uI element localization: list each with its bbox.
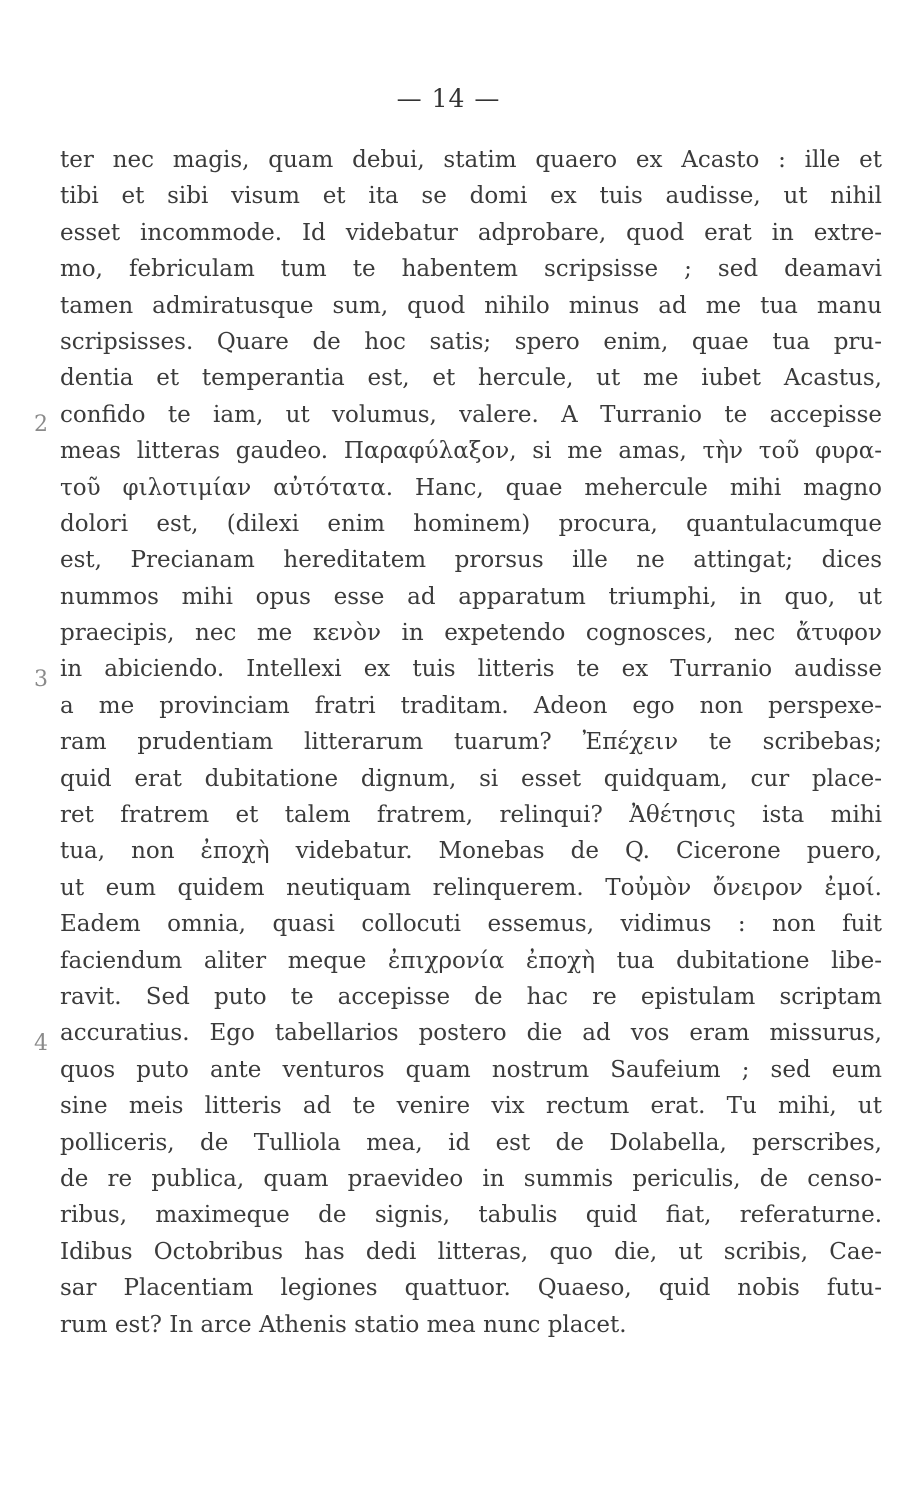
- text-line: sar Placentiam legiones quattuor. Quaeso, quid nobis futu-: [60, 1275, 882, 1302]
- text-line: ram prudentiam litterarum tuarum? Ἐπέχειν te scribebas;: [60, 729, 882, 756]
- text-line: ter nec magis, quam debui, statim quaero ex Acasto : ille et: [60, 147, 882, 173]
- text-line: de re publica, quam praevideo in summis periculis, de censo-: [60, 1165, 882, 1192]
- page-number: — 14 —: [396, 84, 501, 113]
- margin-section-number: 3: [34, 667, 48, 692]
- text-line: esset incommode. Id videbatur adprobare, quod erat in extre-: [60, 219, 882, 246]
- text-line: dentia et temperantia est, et hercule, ut me iubet Acastus,: [60, 365, 882, 392]
- text-line: quid erat dubitatione dignum, si esset quidquam, cur place-: [60, 765, 882, 792]
- text-line: scripsisses. Quare de hoc satis; spero enim, quae tua pru-: [60, 328, 882, 355]
- text-line: ret fratrem et talem fratrem, relinqui? Ἀθέτησις ista mihi: [60, 802, 882, 829]
- text-line: in abiciendo. Intellexi ex tuis litteris te ex Turranio audisse: [60, 656, 882, 683]
- text-line: faciendum aliter meque ἐπιχρονία ἐποχὴ tua dubitatione libe-: [60, 947, 882, 974]
- text-line: nummos mihi opus esse ad apparatum triumphi, in quo, ut: [60, 583, 882, 610]
- text-line: ravit. Sed puto te accepisse de hac re epistulam scriptam: [60, 983, 882, 1010]
- text-line: meas litteras gaudeo. Παραφύλαξον, si me amas, τὴν τοῦ φυρα-: [60, 438, 882, 465]
- margin-section-number: 2: [34, 412, 48, 437]
- text-line: polliceris, de Tulliola mea, id est de Dolabella, perscribes,: [60, 1129, 882, 1156]
- text-line: tua, non ἐποχὴ videbatur. Monebas de Q. Cicerone puero,: [60, 838, 882, 865]
- text-line: tamen admiratusque sum, quod nihilo minus ad me tua manu: [60, 292, 882, 319]
- text-line: mo, febriculam tum te habentem scripsisse ; sed deamavi: [60, 256, 882, 283]
- text-line: sine meis litteris ad te venire vix rectum erat. Tu mihi, ut: [60, 1093, 882, 1120]
- text-line: confido te iam, ut volumus, valere. A Turranio te accepisse: [60, 401, 882, 428]
- text-line: ribus, maximeque de signis, tabulis quid fiat, referaturne.: [60, 1202, 882, 1229]
- text-line: Eadem omnia, quasi collocuti essemus, vidimus : non fuit: [60, 911, 882, 938]
- text-line: dolori est, (dilexi enim hominem) procura, quantulacumque: [60, 510, 882, 537]
- text-line: tibi et sibi visum et ita se domi ex tuis audisse, ut nihil: [60, 183, 882, 210]
- text-line: quos puto ante venturos quam nostrum Saufeium ; sed eum: [60, 1056, 882, 1083]
- body-text: [60, 142, 882, 1343]
- margin-section-number: 4: [34, 1031, 48, 1056]
- text-line: Idibus Octobribus has dedi litteras, quo die, ut scribis, Cae-: [60, 1238, 882, 1265]
- text-line: praecipis, nec me κενὸν in expetendo cognosces, nec ἄτυφον: [60, 620, 882, 647]
- text-line: est, Precianam hereditatem prorsus ille ne attingat; dices: [60, 547, 882, 574]
- text-line: rum est? In arce Athenis statio mea nunc placet.: [60, 1311, 627, 1338]
- text-line: a me provinciam fratri traditam. Adeon ego non perspexe-: [60, 692, 882, 719]
- text-line: ut eum quidem neutiquam relinquerem. Τοὐμὸν ὄνειρον ἐμοί.: [60, 874, 882, 901]
- text-line: τοῦ φιλοτιμίαν αὐτότατα. Hanc, quae mehercule mihi magno: [60, 474, 882, 501]
- text-line: accuratius. Ego tabellarios postero die ad vos eram missurus,: [60, 1020, 882, 1047]
